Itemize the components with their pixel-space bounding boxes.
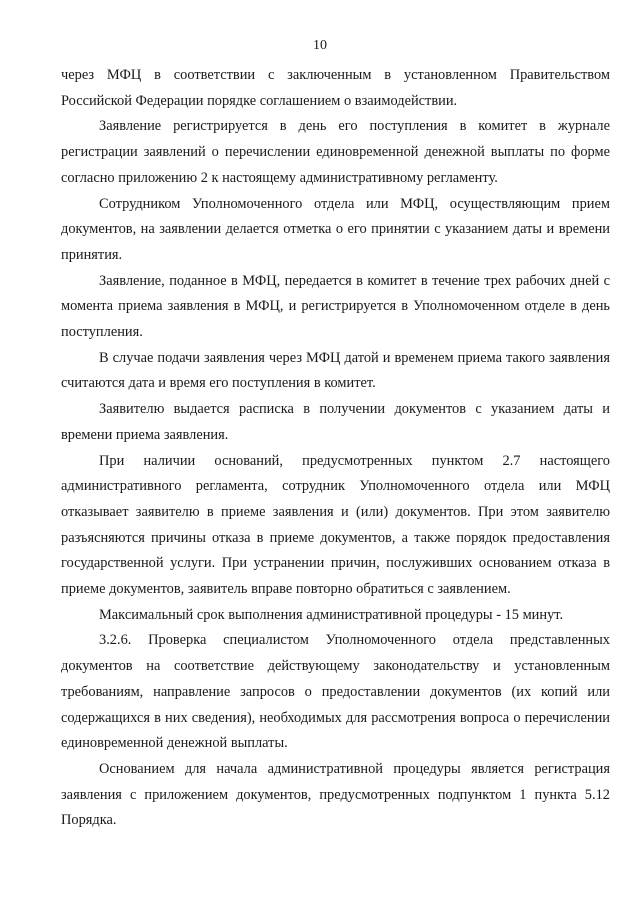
paragraph-section-3-2-6: 3.2.6. Проверка специалистом Уполномоченного отдела представленных документов на соответствие действующему законодательству и установленным требованиям, направление запросов о предоставлении документов (их копий или содержащихся в них сведения), необходимых для рассмотрения вопроса о перечислении единовременной денежной выплаты.	[61, 632, 610, 752]
paragraph-refusal: При наличии оснований, предусмотренных пунктом 2.7 настоящего административного регламента, сотрудник Уполномоченного отдела или МФЦ отказывает заявителю в приеме заявления и (или) документов. При этом заявителю разъясняются причины отказа в приеме документов, а также порядок предоставления государственной услуги. При устранении причин, послуживших основанием отказа в приеме документов, заявитель вправе повторно обратиться с заявлением.	[61, 452, 610, 598]
document-body	[61, 63, 610, 834]
paragraph-continuation: через МФЦ в соответствии с заключенным в установленном Правительством Российской Федерации порядке соглашением о взаимодействии.	[61, 67, 610, 109]
paragraph-mfc-transfer: Заявление, поданное в МФЦ, передается в комитет в течение трех рабочих дней с момента приема заявления в МФЦ, и регистрируется в Уполномоченном отделе в день поступления.	[61, 272, 610, 341]
paragraph-mfc-date: В случае подачи заявления через МФЦ датой и временем приема такого заявления считаются дата и время его поступления в комитет.	[61, 349, 610, 392]
paragraph-receipt: Заявителю выдается расписка в получении документов с указанием даты и времени приема заявления.	[61, 401, 610, 443]
paragraph-registration: Заявление регистрируется в день его поступления в комитет в журнале регистрации заявлений о перечислении единовременной денежной выплаты по форме согласно приложению 2 к настоящему административному регламенту.	[61, 118, 610, 186]
page-number: 10	[313, 38, 327, 53]
paragraph-max-duration: Максимальный срок выполнения административной процедуры - 15 минут.	[99, 606, 564, 623]
paragraph-acceptance-mark: Сотрудником Уполномоченного отдела или МФЦ, осуществляющим прием документов, на заявлении делается отметка о его принятии с указанием даты и времени принятия.	[61, 195, 610, 263]
paragraph-procedure-basis: Основанием для начала административной процедуры является регистрация заявления с приложением документов, предусмотренных подпунктом 1 пункта 5.12 Порядка.	[61, 760, 610, 829]
